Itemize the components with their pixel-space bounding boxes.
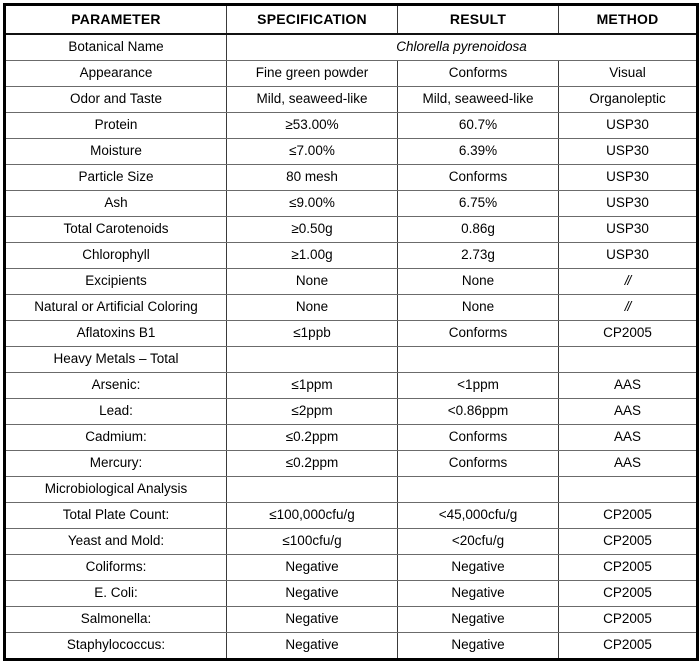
cell-result: Negative <box>398 555 559 581</box>
table-body <box>5 34 698 660</box>
cell-result: <0.86ppm <box>398 399 559 425</box>
table-row <box>5 581 698 607</box>
table-row <box>5 113 698 139</box>
cell-method <box>559 477 698 503</box>
cell-specification: ≤1ppb <box>227 321 398 347</box>
cell-result <box>398 477 559 503</box>
column-header-specification: SPECIFICATION <box>227 5 398 35</box>
cell-result: <45,000cfu/g <box>398 503 559 529</box>
cell-method: CP2005 <box>559 555 698 581</box>
table-row <box>5 87 698 113</box>
table-row <box>5 477 698 503</box>
cell-parameter: Ash <box>5 191 227 217</box>
cell-specification: ≥1.00g <box>227 243 398 269</box>
cell-result: Negative <box>398 633 559 660</box>
cell-method: CP2005 <box>559 581 698 607</box>
cell-specification: Negative <box>227 607 398 633</box>
cell-parameter: Cadmium: <box>5 425 227 451</box>
cell-parameter: Particle Size <box>5 165 227 191</box>
cell-specification: None <box>227 295 398 321</box>
table-header <box>5 5 698 35</box>
cell-result: Conforms <box>398 61 559 87</box>
cell-result: 6.75% <box>398 191 559 217</box>
cell-result: 2.73g <box>398 243 559 269</box>
column-header-method: METHOD <box>559 5 698 35</box>
cell-parameter: Lead: <box>5 399 227 425</box>
cell-result: Conforms <box>398 451 559 477</box>
cell-parameter: Mercury: <box>5 451 227 477</box>
table-row <box>5 347 698 373</box>
cell-specification: Negative <box>227 633 398 660</box>
cell-parameter: Odor and Taste <box>5 87 227 113</box>
cell-result: None <box>398 269 559 295</box>
cell-specification: 80 mesh <box>227 165 398 191</box>
cell-specification: ≥53.00% <box>227 113 398 139</box>
cell-parameter: Heavy Metals – Total <box>5 347 227 373</box>
column-header-parameter: PARAMETER <box>5 5 227 35</box>
cell-result: 0.86g <box>398 217 559 243</box>
cell-method: USP30 <box>559 191 698 217</box>
cell-parameter: Moisture <box>5 139 227 165</box>
cell-parameter: Botanical Name <box>5 34 227 61</box>
cell-parameter: Microbiological Analysis <box>5 477 227 503</box>
cell-parameter: Natural or Artificial Coloring <box>5 295 227 321</box>
table-row <box>5 61 698 87</box>
cell-method: // <box>559 269 698 295</box>
table-header-row <box>5 5 698 35</box>
cell-botanical-name-value: Chlorella pyrenoidosa <box>227 34 698 61</box>
table-row <box>5 399 698 425</box>
table-row <box>5 503 698 529</box>
table-row <box>5 451 698 477</box>
cell-method: USP30 <box>559 217 698 243</box>
cell-parameter: E. Coli: <box>5 581 227 607</box>
cell-result: 6.39% <box>398 139 559 165</box>
table-row <box>5 633 698 660</box>
table-row <box>5 425 698 451</box>
cell-result <box>398 347 559 373</box>
cell-specification: ≥0.50g <box>227 217 398 243</box>
cell-specification: ≤0.2ppm <box>227 425 398 451</box>
cell-specification: Negative <box>227 581 398 607</box>
cell-specification: Fine green powder <box>227 61 398 87</box>
cell-result: Negative <box>398 581 559 607</box>
cell-specification: Mild, seaweed-like <box>227 87 398 113</box>
cell-method: USP30 <box>559 113 698 139</box>
cell-method: CP2005 <box>559 529 698 555</box>
cell-result: Conforms <box>398 425 559 451</box>
table-row <box>5 607 698 633</box>
cell-parameter: Yeast and Mold: <box>5 529 227 555</box>
cell-specification: ≤1ppm <box>227 373 398 399</box>
table-row <box>5 529 698 555</box>
cell-specification: ≤7.00% <box>227 139 398 165</box>
cell-method: CP2005 <box>559 633 698 660</box>
table-row <box>5 269 698 295</box>
cell-method <box>559 347 698 373</box>
cell-result: Negative <box>398 607 559 633</box>
cell-method: Visual <box>559 61 698 87</box>
table-row <box>5 321 698 347</box>
cell-parameter: Arsenic: <box>5 373 227 399</box>
cell-result: None <box>398 295 559 321</box>
cell-parameter: Total Carotenoids <box>5 217 227 243</box>
cell-specification: ≤100cfu/g <box>227 529 398 555</box>
cell-specification: ≤100,000cfu/g <box>227 503 398 529</box>
cell-specification: ≤2ppm <box>227 399 398 425</box>
cell-specification: Negative <box>227 555 398 581</box>
cell-specification: None <box>227 269 398 295</box>
cell-result: 60.7% <box>398 113 559 139</box>
cell-method: Organoleptic <box>559 87 698 113</box>
cell-parameter: Chlorophyll <box>5 243 227 269</box>
cell-method: AAS <box>559 399 698 425</box>
cell-method: // <box>559 295 698 321</box>
cell-parameter: Total Plate Count: <box>5 503 227 529</box>
table-row <box>5 243 698 269</box>
cell-parameter: Excipients <box>5 269 227 295</box>
cell-method: USP30 <box>559 243 698 269</box>
table-row <box>5 34 698 61</box>
cell-result: <20cfu/g <box>398 529 559 555</box>
specification-table <box>3 3 699 661</box>
table-row <box>5 373 698 399</box>
table-row <box>5 191 698 217</box>
cell-parameter: Appearance <box>5 61 227 87</box>
table-row <box>5 139 698 165</box>
cell-method: CP2005 <box>559 607 698 633</box>
cell-parameter: Protein <box>5 113 227 139</box>
cell-result: Mild, seaweed-like <box>398 87 559 113</box>
cell-parameter: Salmonella: <box>5 607 227 633</box>
cell-method: AAS <box>559 451 698 477</box>
table-row <box>5 165 698 191</box>
table-row <box>5 217 698 243</box>
cell-result: <1ppm <box>398 373 559 399</box>
cell-parameter: Aflatoxins B1 <box>5 321 227 347</box>
cell-method: AAS <box>559 373 698 399</box>
cell-method: CP2005 <box>559 321 698 347</box>
cell-parameter: Staphylococcus: <box>5 633 227 660</box>
table-row <box>5 555 698 581</box>
cell-specification: ≤0.2ppm <box>227 451 398 477</box>
cell-parameter: Coliforms: <box>5 555 227 581</box>
cell-specification <box>227 477 398 503</box>
cell-result: Conforms <box>398 321 559 347</box>
cell-method: USP30 <box>559 139 698 165</box>
cell-result: Conforms <box>398 165 559 191</box>
column-header-result: RESULT <box>398 5 559 35</box>
cell-method: USP30 <box>559 165 698 191</box>
cell-specification: ≤9.00% <box>227 191 398 217</box>
cell-method: AAS <box>559 425 698 451</box>
cell-method: CP2005 <box>559 503 698 529</box>
cell-specification <box>227 347 398 373</box>
table-row <box>5 295 698 321</box>
